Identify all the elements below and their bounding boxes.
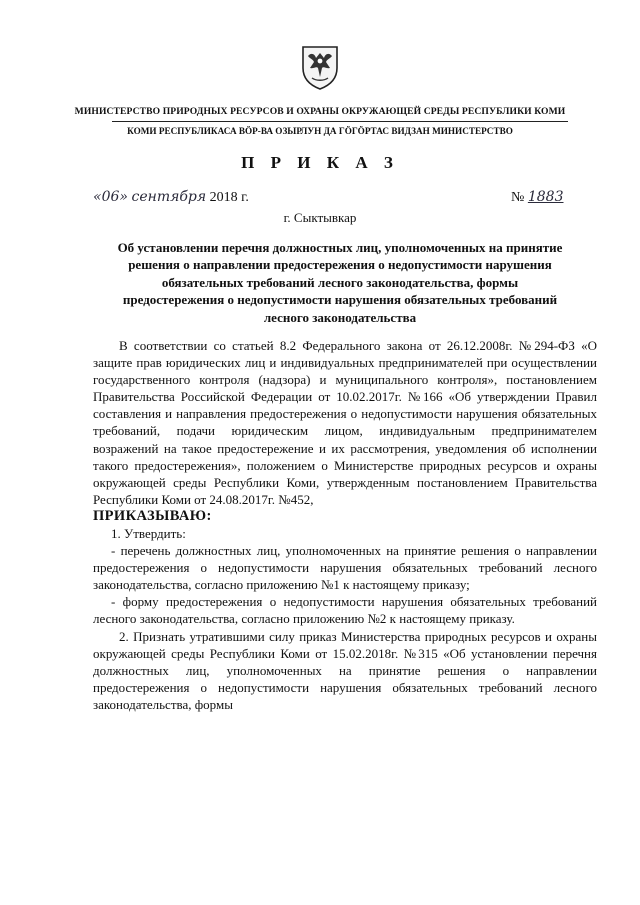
order-date	[93, 189, 249, 206]
order-number	[511, 189, 564, 206]
date-quote-open: «	[93, 189, 102, 205]
item-1-b: - форму предостережения о недопустимости нарушения обязательных требований лесного законодательства, согласно приложению №2 к настоящему приказу.	[93, 594, 597, 627]
date-year: 2018 г.	[206, 190, 249, 205]
ministry-name-komi: КОМИ РЕСПУБЛИКАСА ВӦР-ВА ОЗЫРЛУН ДА ГӦГӦРТАС ВИДЗАН МИНИСТЕРСТВО	[127, 126, 513, 136]
number-value: 1883	[527, 189, 564, 205]
order-body	[93, 337, 597, 713]
number-sign: №	[511, 190, 525, 205]
item-2: 2. Признать утратившими силу приказ Министерства природных ресурсов и охраны окружающей среды Республики Коми от 15.02.2018г. №315 «Об установлении перечня должностных лиц, уполномоченных на принятие решения о направлении предостережения о недопустимости нарушения обязательных требований лесного законодательства, формы	[93, 628, 597, 712]
date-day: 06	[101, 189, 120, 205]
document-title: П Р И К А З	[241, 153, 399, 172]
date-month: сентября	[131, 189, 207, 205]
date-quote-close: »	[119, 189, 128, 205]
header-divider	[112, 121, 568, 122]
item-1: 1. Утвердить:	[111, 525, 186, 541]
ministry-name-russian: МИНИСТЕРСТВО ПРИРОДНЫХ РЕСУРСОВ И ОХРАНЫ ОКРУЖАЮЩЕЙ СРЕДЫ РЕСПУБЛИКИ КОМИ	[74, 106, 566, 117]
item-1-a: - перечень должностных лиц, уполномоченных на принятие решения о направлении предостережения о недопустимости нарушения обязательных требований лесного законодательства, согласно приложению №1 к настоящему приказу;	[93, 543, 597, 593]
order-directive: ПРИКАЗЫВАЮ:	[93, 507, 212, 524]
preamble-paragraph: В соответствии со статьей 8.2 Федерального закона от 26.12.2008г. №294-ФЗ «О защите прав юридических лиц и индивидуальных предпринимателей при осуществлении государственного контроля (надзора) и муниципального контроля», постановлением Правительства Российской Федерации от 10.02.2017г. №166 «Об утверждении Правил составления и направления предостережения о недопустимости нарушения обязательных требований, подачи юридическим лицом, индивидуальным предпринимателем возражений на такое предостережение и их рассмотрения, уведомления об исполнении такого предостережения», положением о Министерстве природных ресурсов и охраны окружающей среды Республики Коми, утвержденным постановлением Правительства Республики Коми от 24.08.2017г. №452,	[93, 338, 597, 507]
city-line: г. Сыктывкар	[283, 210, 357, 225]
order-subject: Об установлении перечня должностных лиц, уполномоченных на принятие решения о направлении предостережения о недопустимости нарушения обязательных требований лесного законодательства, формы предостережения о недопустимости нарушения обязательных требований лесного законодательства	[117, 240, 563, 325]
komi-coat-of-arms-icon	[300, 44, 340, 90]
